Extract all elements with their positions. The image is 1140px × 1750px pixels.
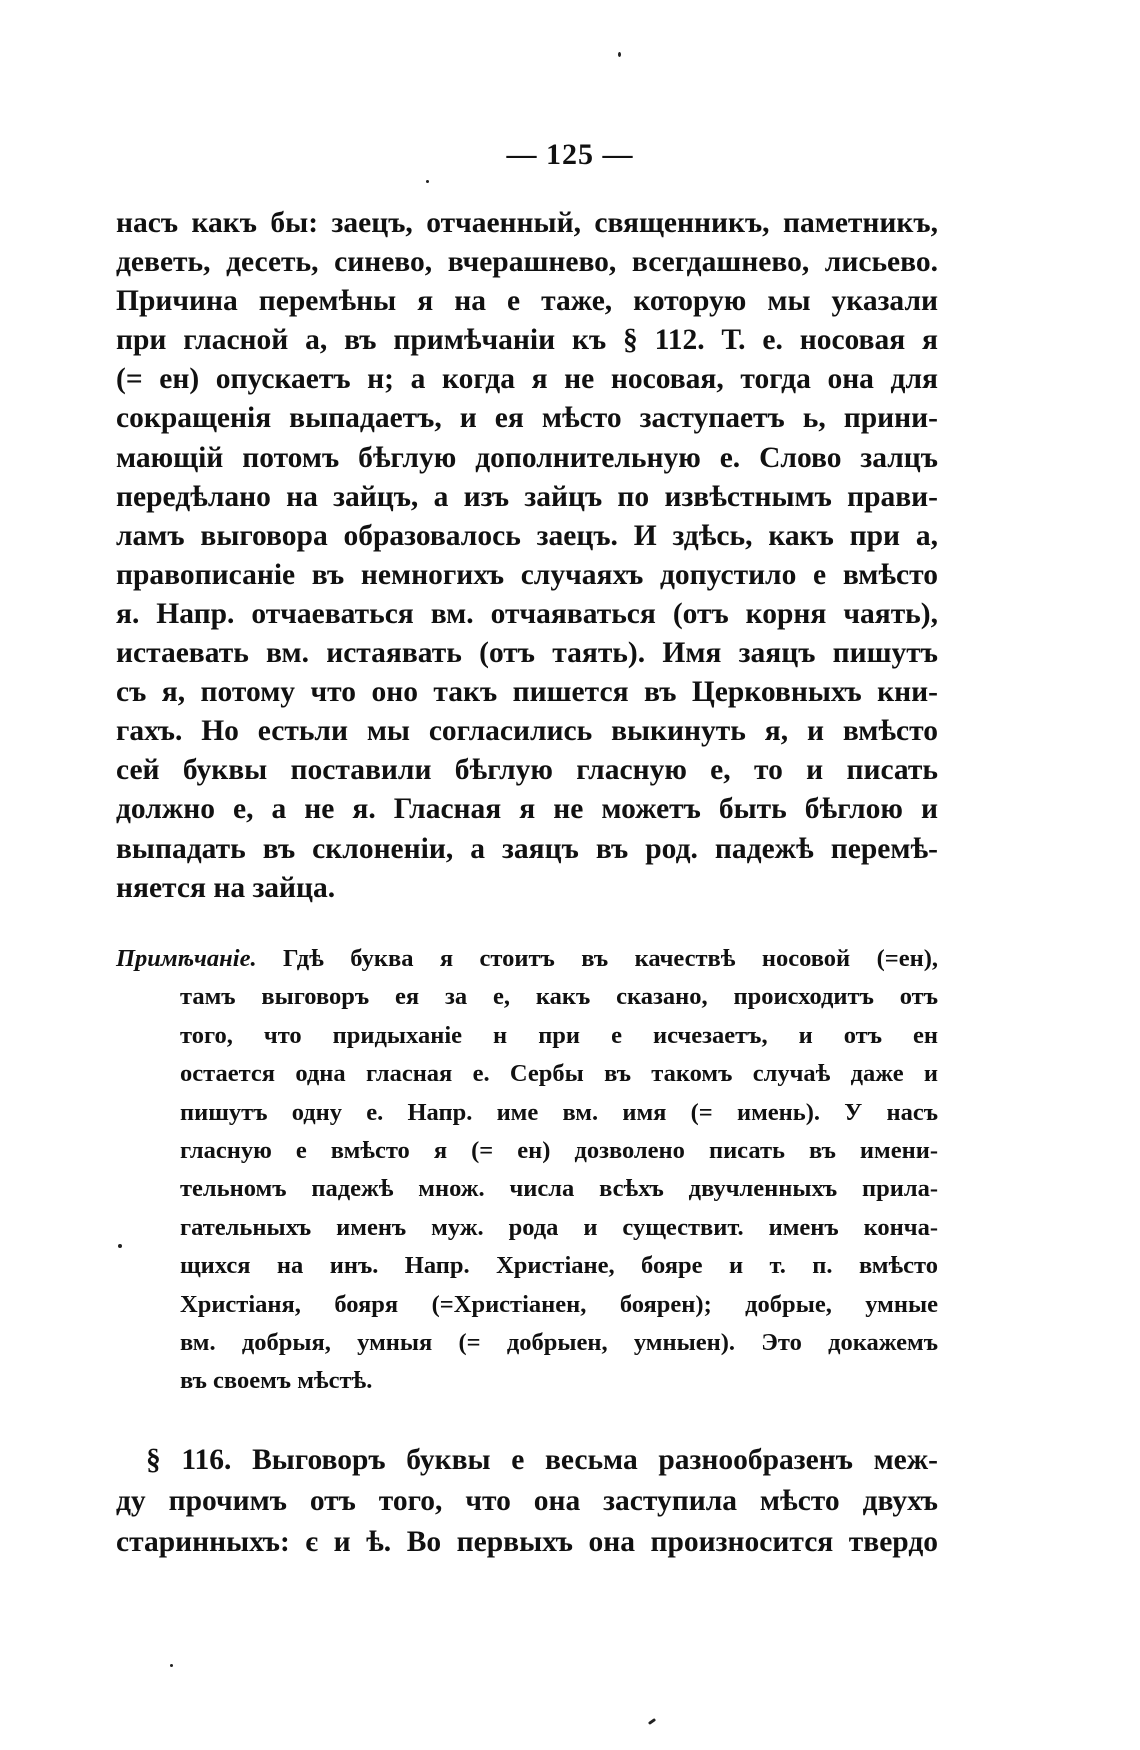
note-label: Примѣчаніе. [116, 945, 257, 972]
note-line: того, что придыханіе н при е исчезаетъ, и отъ ен [180, 1021, 938, 1049]
note-line: Христіаня, бояря (=Христіанен, боярен); добрые, умные [180, 1290, 938, 1318]
paragraph-line: (= ен) опускаетъ н; а когда я не носовая, тогда она для [116, 363, 938, 396]
print-speck [618, 52, 621, 57]
paragraph-line: передѣлано на зайцъ, а изъ зайцъ по извѣстнымъ прави- [116, 480, 938, 513]
note-line: гательныхъ именъ муж. рода и существит. именъ конча- [180, 1213, 938, 1241]
paragraph-line: истаевать вм. истаявать (отъ таять). Имя заяцъ пишутъ [116, 637, 938, 670]
print-speck [426, 180, 429, 183]
print-speck [648, 1718, 656, 1725]
section-line: старинныхъ: є и ѣ. Во первыхъ она произносится твердо [116, 1526, 938, 1558]
note-line: въ своемъ мѣстѣ. [180, 1367, 373, 1395]
paragraph-line: должно е, а не я. Гласная я не можетъ быть бѣглою и [116, 793, 938, 826]
paragraph-line: няется на зайца. [116, 871, 336, 904]
note-line: вм. добрыя, умныя (= добрыен, умныен). Это докажемъ [180, 1329, 938, 1357]
paragraph-line: выпадать въ склоненіи, а заяцъ въ род. падежѣ перемѣ- [116, 832, 938, 865]
print-speck [170, 1664, 173, 1667]
paragraph-line: ламъ выговора образовалось заецъ. И здѣсь, какъ при а, [116, 519, 938, 552]
main-paragraph [116, 204, 938, 908]
note-line: остается одна гласная е. Сербы въ такомъ случаѣ даже и [180, 1060, 938, 1088]
section-line: ду прочимъ отъ того, что она заступила мѣсто двухъ [116, 1485, 938, 1517]
paragraph-line: деветь, десеть, синево, вчерашнево, всегдашнево, лисьево. [116, 246, 938, 279]
paragraph-line: гахъ. Но естьли мы согласились выкинуть я, и вмѣсто [116, 715, 938, 748]
note-line: тамъ выговоръ ея за е, какъ сказано, происходитъ отъ [180, 983, 938, 1011]
note-line: тельномъ падежѣ множ. числа всѣхъ двучленныхъ прила- [180, 1175, 938, 1203]
print-speck [118, 1244, 122, 1248]
note-line: гласную е вмѣсто я (= ен) дозволено писать въ имени- [180, 1137, 938, 1165]
paragraph-line: насъ какъ бы: заецъ, отчаенный, священникъ, паметникъ, [116, 207, 938, 239]
paragraph-line: правописаніе въ немногихъ случаяхъ допустило е вмѣсто [116, 558, 938, 591]
section-116 [116, 1440, 938, 1563]
paragraph-line: Причина перемѣны я на е таже, которую мы указали [116, 285, 938, 318]
note-first-line-text: Гдѣ буква я стоитъ въ качествѣ носовой (=ен), [283, 945, 938, 972]
paragraph-line: при гласной а, въ примѣчаніи къ § 112. Т. е. носовая я [116, 324, 938, 357]
paragraph-line: съ я, потому что оно такъ пишется въ Церковныхъ кни- [116, 676, 938, 709]
paragraph-line: я. Напр. отчаеваться вм. отчаяваться (отъ корня чаять), [116, 597, 938, 630]
paragraph-line: сокращенія выпадаетъ, и ея мѣсто заступаетъ ь, прини- [116, 402, 938, 435]
note-line: пишутъ одну е. Напр. име вм. имя (= имень). У насъ [180, 1098, 938, 1126]
paragraph-line: мающій потомъ бѣглую дополнительную е. Слово залцъ [116, 441, 938, 474]
paragraph-line: сей буквы поставили бѣглую гласную е, то и писать [116, 754, 938, 787]
note-first-line [116, 940, 938, 978]
section-line: § 116. Выговоръ буквы е весьма разнообразенъ меж- [146, 1444, 938, 1476]
footnote-remark [116, 940, 938, 1401]
note-line: щихся на инъ. Напр. Христіане, бояре и т. п. вмѣсто [180, 1252, 938, 1280]
page-number: — 125 — [506, 138, 634, 171]
